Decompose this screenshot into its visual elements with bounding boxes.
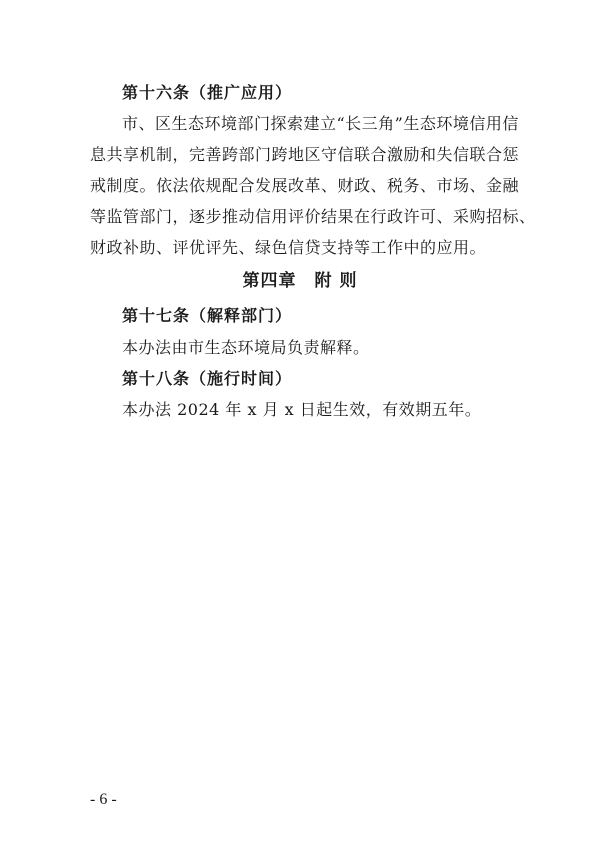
article-16-heading: 第十六条（推广应用） (122, 83, 293, 102)
article-17-body: 本办法由市生态环境局负责解释。 (122, 338, 370, 357)
article-16-line-2: 息共享机制，完善跨部门跨地区守信联合激励和失信联合惩 (90, 145, 520, 164)
article-16-line-5: 财政补助、评优评先、绿色信贷支持等工作中的应用。 (90, 238, 487, 257)
article-16-line-3: 戒制度。依法依规配合发展改革、财政、税务、市场、金融 (90, 176, 520, 195)
page-number: - 6 - (90, 791, 117, 808)
article-18-heading: 第十八条（施行时间） (122, 369, 293, 388)
article-17-heading: 第十七条（解释部门） (122, 306, 293, 325)
article-16-line-4: 等监管部门，逐步推动信用评价结果在行政许可、采购招标、 (90, 207, 536, 226)
article-16-body (90, 108, 536, 263)
article-16-line-1: 市、区生态环境部门探索建立“长三角”生态环境信用信 (122, 114, 519, 133)
chapter-title: 第四章 附 则 (242, 271, 358, 291)
article-18-body: 本办法 2024 年 x 月 x 日起生效，有效期五年。 (122, 400, 482, 419)
